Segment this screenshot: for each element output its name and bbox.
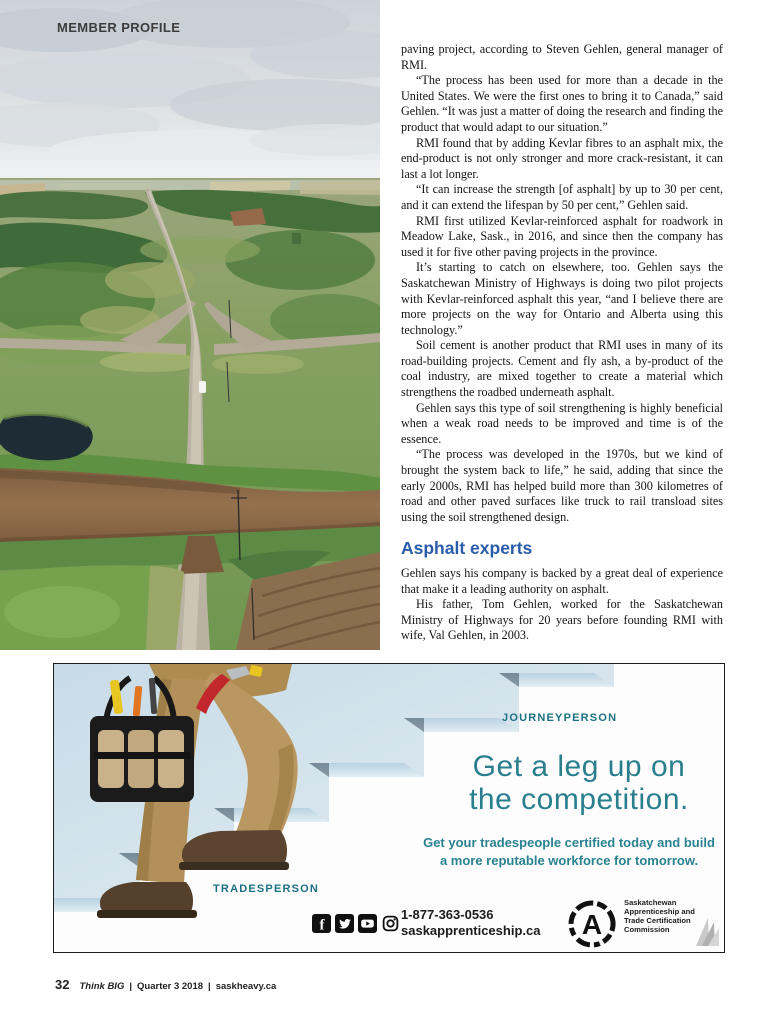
youtube-icon [358,914,377,933]
ad-headline-line1: Get a leg up on [472,750,686,783]
satcc-logo-text [624,898,695,934]
footer-separator: | [129,981,133,992]
satcc-logo-mark [564,896,620,952]
instagram-icon [381,914,400,933]
facebook-icon [312,914,331,933]
article-paragraph: “It can increase the strength [of asphalt] by up to 30 per cent, and it can extend the lifespan by 50 per cent,” Gehlen said. [401,182,723,212]
social-icons [312,914,400,933]
svg-text:f: f [319,917,325,933]
ad-phone: 1-877-363-0536 [401,907,494,922]
article-paragraph: paving project, according to Steven Gehlen, general manager of RMI. [401,42,723,72]
page-footer [55,976,276,994]
satcc-logo [564,896,724,952]
section-kicker: MEMBER PROFILE [57,20,181,35]
article-column [401,42,723,644]
ad-headline-line2: the competition. [469,783,689,816]
article-subheading: Asphalt experts [401,538,533,559]
satcc-org-line: Saskatchewan [624,898,677,907]
page-number: 32 [55,977,70,992]
ad-contact [401,907,540,939]
article-paragraph: “The process has been used for more than a decade in the United States. We were the first ones to bring it to Canada,” said Gehlen. “It was just a matter of doing the research and finding the product that would adapt to our situation.” [401,73,723,134]
footer-separator: | [208,981,211,992]
ad-headline [349,750,725,816]
satcc-org-line: Apprenticeship and [624,907,695,916]
aerial-photo [0,0,380,650]
article-paragraph: “The process was developed in the 1970s, but we kind of brought the system back to life,” he said, adding that since the early 2000s, RMI has helped build more than 300 kilometres of road and other paved surfaces like truck to rail transload sites using the soil strengthened design. [401,447,723,524]
tradesperson-label: TRADESPERSON [213,883,320,895]
article-paragraph: His father, Tom Gehlen, worked for the Saskatchewan Ministry of Highways for 20 years before founding RMI with wife, Val Gehlen, in 2003. [401,597,723,643]
publisher-website: saskheavy.ca [215,981,277,992]
ad-tagline [349,834,725,870]
ad-website: saskapprenticeship.ca [401,923,541,938]
article-paragraph: RMI first utilized Kevlar-reinforced asphalt for roadwork in Meadow Lake, Sask., in 2016, and since then the company has used it for five other paving projects in the province. [401,213,723,259]
article-paragraph: Gehlen says his company is backed by a great deal of experience that make it a leading authority on asphalt. [401,566,723,596]
satcc-org-line: Commission [624,925,670,934]
leaf-graphic [694,914,720,948]
apprenticeship-advertisement [53,663,725,953]
twitter-icon [335,914,354,933]
ad-tagline-line2: a more reputable workforce for tomorrow. [439,853,699,868]
article-paragraph: Soil cement is another product that RMI uses in many of its road-building projects. Cement and fly ash, a by-product of the coal industry, are mixed together to create a material which strengthens the roadbed underneath asphalt. [401,338,723,400]
satcc-org-line: Trade Certification [624,916,691,925]
journeyperson-label: JOURNEYPERSON [502,712,618,724]
article-paragraph: RMI found that by adding Kevlar fibres to an asphalt mix, the end-product is not only stronger and more crack-resistant, it can last a lot longer. [401,135,723,181]
issue-label: Quarter 3 2018 [137,981,204,992]
aerial-photo-illustration [0,0,380,650]
ad-tagline-line1: Get your tradespeople certified today and build [423,835,715,850]
magazine-name: Think BIG [79,981,125,992]
svg-text:A: A [581,909,603,940]
article-paragraph: It’s starting to catch on elsewhere, too. Gehlen says the Saskatchewan Ministry of Highways is doing two pilot projects with Kevlar-reinforced asphalt this year, “and I believe there are more projects on the way for Ontario and Alberta using this technology.” [401,260,723,337]
article-paragraph: Gehlen says this type of soil strengthening is highly beneficial when a weak road needs to be improved and time is of the essence. [401,400,723,446]
